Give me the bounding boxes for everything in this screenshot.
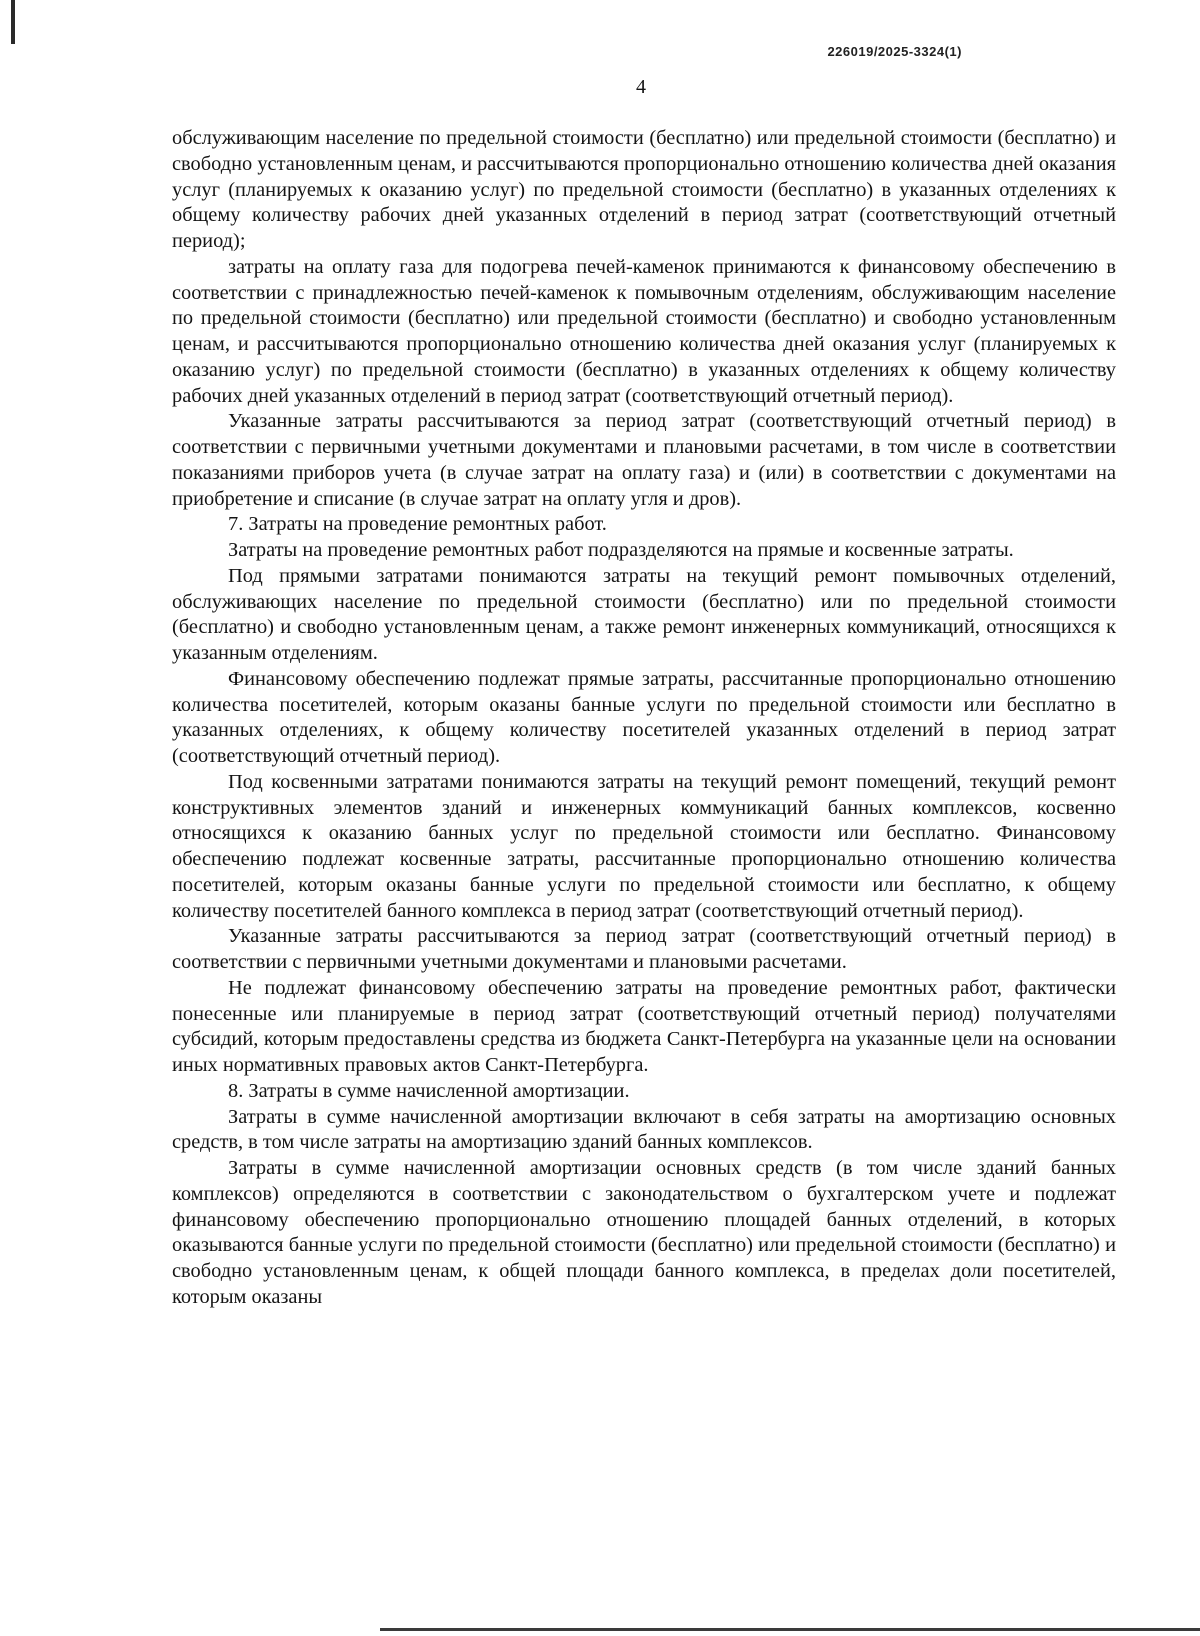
scan-edge-mark — [11, 0, 15, 44]
paragraph-direct-costs-funding: Финансовому обеспечению подлежат прямые затраты, рассчитанные пропорционально отношению количества посетителей, которым оказаны банные услуги по предельной стоимости или бесплатно в указанных отделениях, к общему количеству посетителей указанных отделений в период затрат (соответствующий отчетный период). — [172, 667, 1116, 767]
paragraph-indirect-costs: Под косвенными затратами понимаются затраты на текущий ремонт помещений, текущий ремонт конструктивных элементов зданий и инженерных коммуникаций банных комплексов, косвенно относящихся к оказанию банных услуг по предельной стоимости или бесплатно. Финансовому обеспечению подлежат косвенные затраты, рассчитанные пропорционально отношению количества посетителей, которым оказаны банные услуги по предельной стоимости или бесплатно, к общему количеству посетителей банного комплекса в период затрат (соответствующий отчетный период). — [172, 770, 1116, 922]
section-heading-repair: 7. Затраты на проведение ремонтных работ. — [228, 513, 607, 536]
paragraph-continuation: обслуживающим население по предельной стоимости (бесплатно) или предельной стоимости (бесплатно) и свободно установленным ценам, и рассчитываются пропорционально отношению количества дней оказания услуг (планируемых к оказанию услуг) по предельной стоимости (бесплатно) в указанных отделениях к общему количеству рабочих дней указанных отделений в период затрат (соответствующий отчетный период); — [172, 127, 1116, 252]
paragraph-cost-calculation: Указанные затраты рассчитываются за период затрат (соответствующий отчетный период) в соответствии с первичными учетными документами и плановыми расчетами, в том числе в соответствии показаниями приборов учета (в случае затрат на оплату газа) и (или) в соответствии с документами на приобретение и списание (в случае затрат на оплату угля и дров). — [172, 410, 1116, 510]
paragraph-depreciation-funding: Затраты в сумме начисленной амортизации основных средств (в том числе зданий банных комплексов) определяются в соответствии с законодательством о бухгалтерском учете и подлежат финансовому обеспечению пропорционально отношению площадей банных отделений, в которых оказываются банные услуги по предельной стоимости (бесплатно) или предельной стоимости (бесплатно) и свободно установленным ценам, к общей площади банного комплекса, в пределах доли посетителей, которым оказаны — [172, 1157, 1116, 1308]
document-body — [172, 126, 1116, 1311]
paragraph-repair-exclusion: Не подлежат финансовому обеспечению затраты на проведение ремонтных работ, фактически понесенные или планируемые в период затрат (соответствующий отчетный период) получателями субсидий, которым предоставлены средства из бюджета Санкт-Петербурга на указанные цели на основании иных нормативных правовых актов Санкт-Петербурга. — [172, 976, 1116, 1076]
paragraph-direct-costs: Под прямыми затратами понимаются затраты на текущий ремонт помывочных отделений, обслуживающих население по предельной стоимости (бесплатно) или по предельной стоимости (бесплатно) и свободно установленным ценам, а также ремонт инженерных коммуникаций, относящихся к указанным отделениям. — [172, 564, 1116, 664]
paragraph-repair-calculation: Указанные затраты рассчитываются за период затрат (соответствующий отчетный период) в соответствии с первичными учетными документами и плановыми расчетами. — [172, 925, 1116, 973]
paragraph-depreciation-scope: Затраты в сумме начисленной амортизации включают в себя затраты на амортизацию основных средств, в том числе затраты на амортизацию зданий банных комплексов. — [172, 1105, 1116, 1154]
section-heading-depreciation: 8. Затраты в сумме начисленной амортизации. — [228, 1079, 630, 1102]
paragraph-repair-split: Затраты на проведение ремонтных работ подразделяются на прямые и косвенные затраты. — [228, 539, 1014, 561]
paragraph-gas-costs: затраты на оплату газа для подогрева печей-каменок принимаются к финансовому обеспечению в соответствии с принадлежностью печей-каменок к помывочным отделениям, обслуживающим население по предельной стоимости (бесплатно) или предельной стоимости (бесплатно) и свободно установленным ценам, и рассчитываются пропорционально отношению количества дней оказания услуг (планируемых к оказанию услуг) по предельной стоимости (бесплатно) в указанных отделениях к общему количеству рабочих дней указанных отделений в период затрат (соответствующий отчетный период). — [172, 255, 1116, 407]
scan-bottom-edge — [380, 1628, 1200, 1631]
registration-number: 226019/2025-3324(1) — [827, 44, 962, 59]
page-number: 4 — [636, 76, 646, 98]
